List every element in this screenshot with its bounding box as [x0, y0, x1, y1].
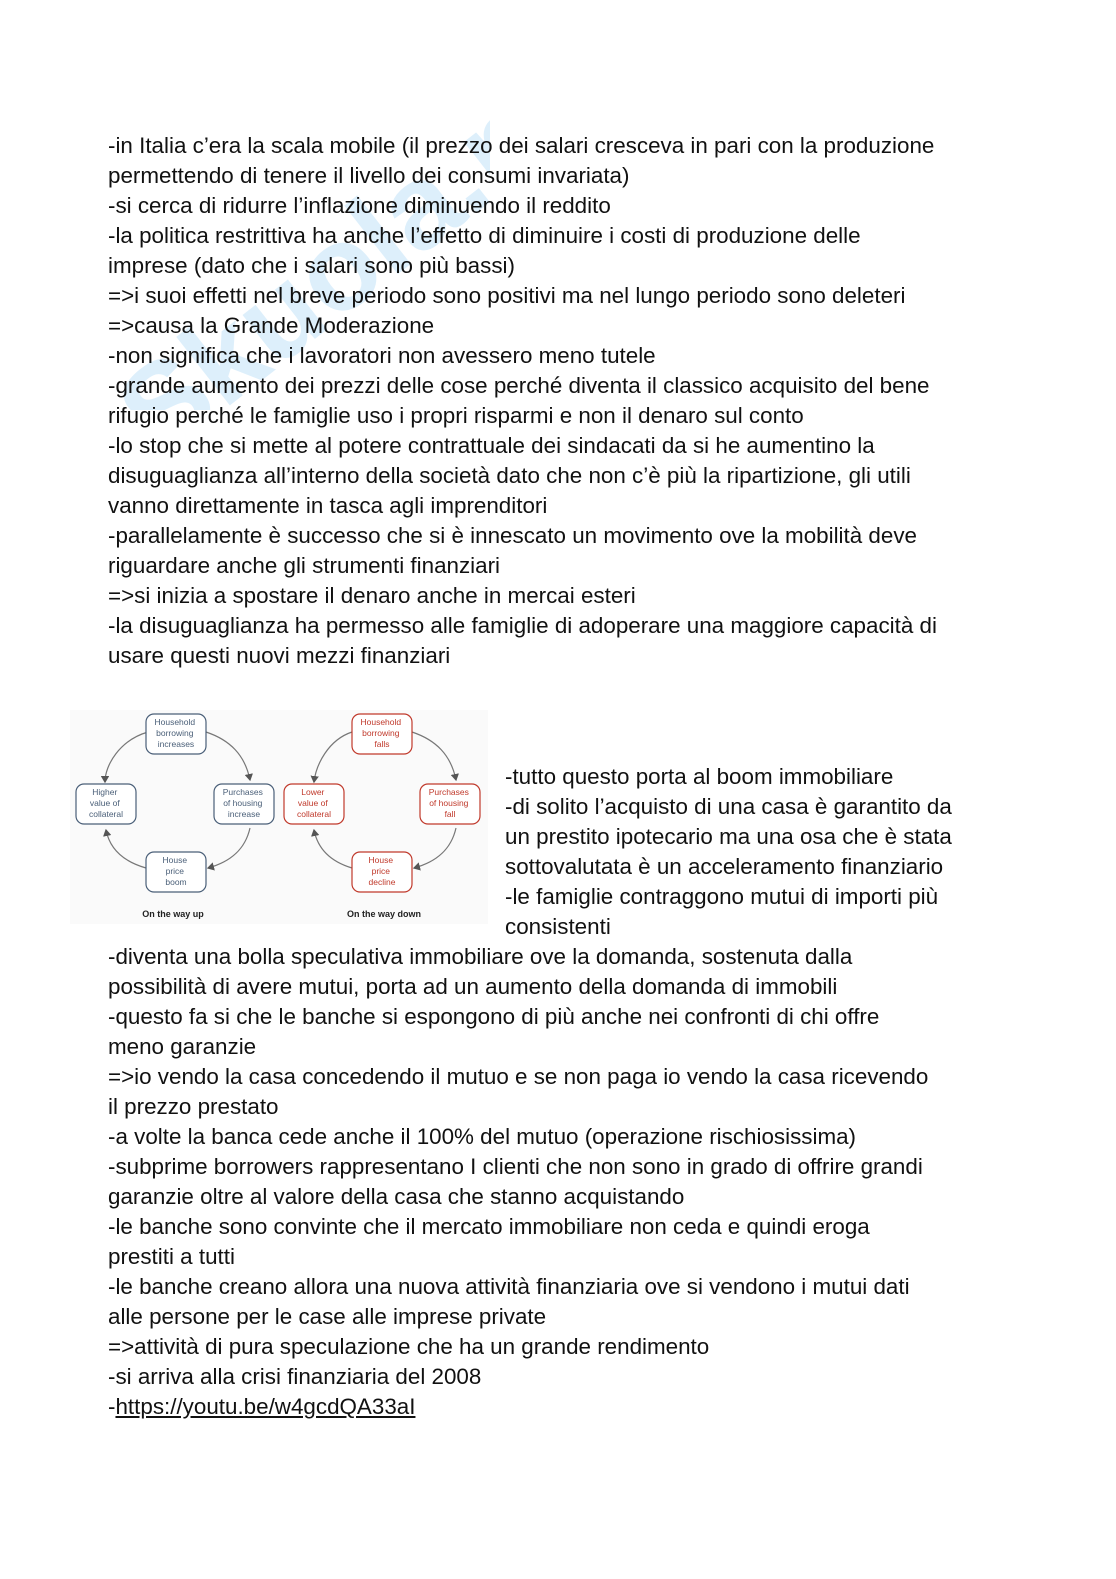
- video-link-line: [108, 1392, 1018, 1422]
- text-line: -parallelamente è successo che si è innescato un movimento ove la mobilità deve: [108, 523, 917, 548]
- text-line: sottovalutata è un acceleramento finanziario: [505, 854, 944, 879]
- text-line: usare questi nuovi mezzi finanziari: [108, 643, 451, 668]
- link-prefix: -: [108, 1394, 116, 1419]
- text-line: -grande aumento dei prezzi delle cose perché diventa il classico acquisito del bene: [108, 373, 930, 398]
- text-line: meno garanzie: [108, 1034, 257, 1059]
- svg-text:House price bo: House price boom: [162, 855, 188, 887]
- text-line: =>si inizia a spostare il denaro anche in mercai esteri: [108, 583, 636, 608]
- text-line: -le banche sono convinte che il mercato immobiliare non ceda e quindi eroga: [108, 1214, 870, 1239]
- housing-cycle-figure: [70, 710, 488, 924]
- text-line: =>causa la Grande Moderazione: [108, 313, 435, 338]
- text-line: -in Italia c’era la scala mobile (il prezzo dei salari cresceva in pari con la produzione: [108, 133, 935, 158]
- text-line: permettendo di tenere il livello dei consumi invariata): [108, 163, 630, 188]
- text-line: prestiti a tutti: [108, 1244, 235, 1269]
- text-line: un prestito ipotecario ma una osa che è stata: [505, 824, 952, 849]
- svg-text:Lower value of: Lower value of collateral: [296, 787, 332, 819]
- text-line: -si cerca di ridurre l’inflazione diminuendo il reddito: [108, 193, 611, 218]
- text-line: -tutto questo porta al boom immobiliare: [505, 764, 894, 789]
- cycle-down: [284, 714, 480, 919]
- text-line: il prezzo prestato: [108, 1094, 279, 1119]
- svg-text:Purchases of housing: Purchases of housing fall: [428, 787, 469, 819]
- text-line: alle persone per le case alle imprese private: [108, 1304, 547, 1329]
- text-line: =>attività di pura speculazione che ha un grande rendimento: [108, 1334, 710, 1359]
- svg-text:Higher value of: Higher value of collateral: [88, 787, 124, 819]
- text-line: -diventa una bolla speculativa immobiliare ove la domanda, sostenuta dalla: [108, 944, 853, 969]
- text-line: -non significa che i lavoratori non avessero meno tutele: [108, 343, 656, 368]
- watermark-text: Skuola.net: [93, 30, 490, 410]
- svg-text:Household borrowing: Household borrowing falls: [360, 717, 402, 749]
- notes-beside-figure: [505, 762, 1025, 942]
- text-line: disuguaglianza all’interno della società dato che non c’è più la ripartizione, gli utili: [108, 463, 911, 488]
- text-line: consistenti: [505, 914, 611, 939]
- text-line: imprese (dato che i salari sono più bassi): [108, 253, 515, 278]
- text-line: -le banche creano allora una nuova attività finanziaria ove si vendono i mutui dati: [108, 1274, 910, 1299]
- caption-up: On the way up: [142, 909, 204, 919]
- text-line: garanzie oltre al valore della casa che stanno acquistando: [108, 1184, 685, 1209]
- text-line: =>i suoi effetti nel breve periodo sono positivi ma nel lungo periodo sono deleteri: [108, 283, 906, 308]
- youtube-link[interactable]: https://youtu.be/w4gcdQA33aI: [115, 1394, 416, 1419]
- cycle-up: [76, 714, 274, 919]
- notes-top: [108, 131, 1018, 671]
- text-line: rifugio perché le famiglie uso i propri risparmi e non il denaro sul conto: [108, 403, 804, 428]
- text-line: -si arriva alla crisi finanziaria del 2008: [108, 1364, 482, 1389]
- text-line: riguardare anche gli strumenti finanziari: [108, 553, 501, 578]
- text-line: -la politica restrittiva ha anche l’effetto di diminuire i costi di produzione delle: [108, 223, 861, 248]
- text-line: -subprime borrowers rappresentano I clienti che non sono in grado di offrire grandi: [108, 1154, 923, 1179]
- caption-down: On the way down: [346, 909, 422, 919]
- svg-text:Household borrowing: Household borrowing increases: [154, 717, 196, 749]
- svg-text:Purchases of housing: Purchases of housing increase: [222, 787, 263, 819]
- text-line: -la disuguaglianza ha permesso alle famiglie di adoperare una maggiore capacità di: [108, 613, 937, 638]
- text-line: -di solito l’acquisto di una casa è garantito da: [505, 794, 952, 819]
- svg-text:House price de: House price decline: [368, 855, 396, 887]
- text-line: -lo stop che si mette al potere contrattuale dei sindacati da si he aumentino la: [108, 433, 875, 458]
- text-line: -a volte la banca cede anche il 100% del mutuo (operazione rischiosissima): [108, 1124, 856, 1149]
- text-line: -le famiglie contraggono mutui di importi più: [505, 884, 939, 909]
- text-line: possibilità di avere mutui, porta ad un aumento della domanda di immobili: [108, 974, 838, 999]
- notes-bottom: [108, 942, 1018, 1422]
- text-line: vanno direttamente in tasca agli imprenditori: [108, 493, 548, 518]
- text-line: -questo fa si che le banche si espongono di più anche nei confronti di chi offre: [108, 1004, 880, 1029]
- text-line: =>io vendo la casa concedendo il mutuo e se non paga io vendo la casa ricevendo: [108, 1064, 929, 1089]
